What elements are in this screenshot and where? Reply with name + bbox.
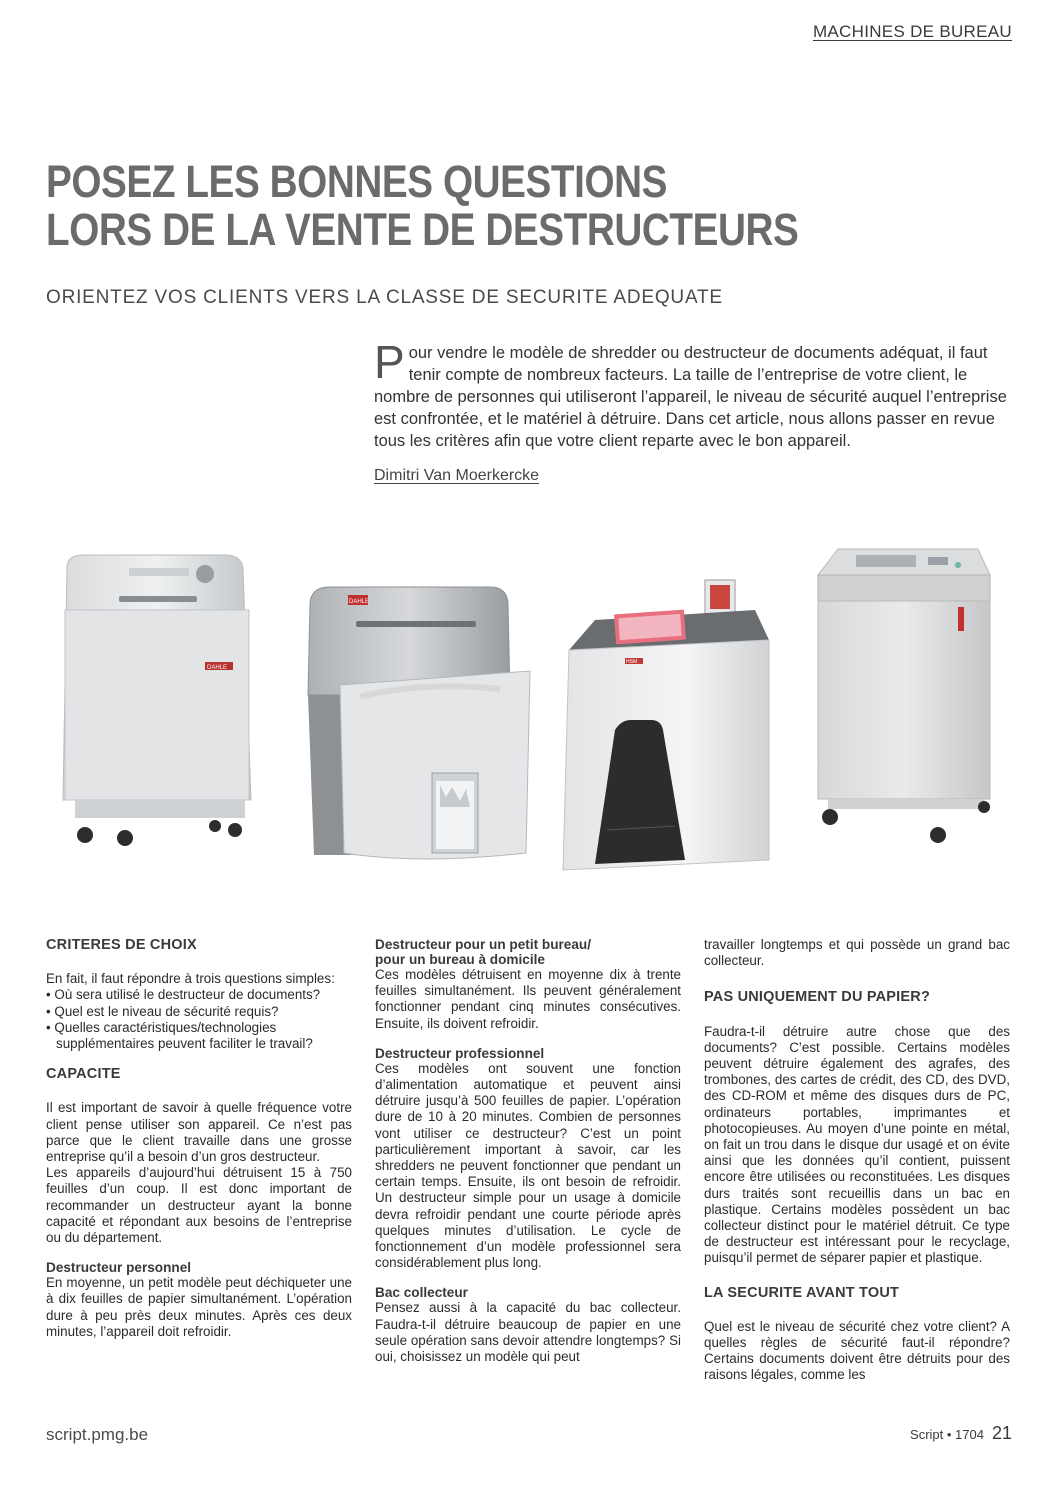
shredder-1-brand: DAHLE <box>207 665 228 671</box>
heading-bac: Bac collecteur <box>375 1285 468 1301</box>
article-subtitle: ORIENTEZ VOS CLIENTS VERS LA CLASSE DE SECURITE ADEQUATE <box>46 287 723 308</box>
author-byline: Dimitri Van Moerkercke <box>374 467 540 484</box>
footer-page-info <box>910 1423 1012 1444</box>
shredder-image-4 <box>808 545 998 845</box>
paragraph-professionnel: Ces modèles ont souvent une fonction d’alimentation automatique et peuvent ainsi détruire jusqu’à 500 feuilles de papier. L’opération dure de 10 à 20 minutes. Combien de personnes vont utiliser ce destructeur? C’est un point particulièrement important à savoir, car les shredders ne peuvent fonctionner que pendant un certain temps. Ensuite, ils ont besoin de refroidir. Un destructeur simple pour un usage à domicile devra refroidir pendant une courte période après quelques minutes d’utilisation. Le cycle de fonctionnement d’un modèle professionnel sera considérablement plus long. <box>375 1060 681 1271</box>
heading-capacite: CAPACITE <box>46 1066 121 1083</box>
lead-paragraph <box>374 336 1014 452</box>
paragraph-securite: Quel est le niveau de sécurité chez votre client? A quelles règles de sécurité faut-il répondre? Certains documents doivent être détruits pour des raisons légales, comme les <box>704 1318 1010 1383</box>
section-label: MACHINES DE BUREAU <box>812 22 1012 41</box>
article-title-line-2: LORS DE LA VENTE DE DESTRUCTEURS <box>46 204 799 255</box>
heading-professionnel: Destructeur professionnel <box>375 1045 545 1061</box>
article-title-line-1: POSEZ LES BONNES QUESTIONS <box>46 156 668 207</box>
criteria-list <box>46 987 352 1052</box>
heading-petit-bureau-1: Destructeur pour un petit bureau/ <box>375 937 592 952</box>
paragraph-petit-bureau: Ces modèles détruisent en moyenne dix à trente feuilles simultanément. Ils peuvent généralement fonctionner pendant cinq minutes consécutives. Ensuite, ils doivent refroidir. <box>375 967 681 1031</box>
heading-securite: LA SECURITE AVANT TOUT <box>704 1284 900 1301</box>
issue-label: Script • 1704 <box>910 1427 984 1442</box>
paragraph-capacite-2: Les appareils d’aujourd’hui détruisent 15 à 750 feuilles d’un coup. Il est donc important de recommander un destructeur ayant la bonne capacité et répondant aux besoins de l’entreprise ou du département. <box>46 1165 352 1246</box>
heading-personnel: Destructeur personnel <box>46 1260 192 1276</box>
shredder-image-2 <box>300 585 540 875</box>
page-number: 21 <box>991 1423 1012 1443</box>
drop-cap: P <box>374 336 405 388</box>
lead-text: our vendre le modèle de shredder ou destructeur de documents adéquat, il faut tenir compte de nombreux facteurs. La taille de l’entreprise de votre client, le nombre de personnes qui utiliseront l’appareil, le niveau de sécurité auquel l’entreprise est confrontée, et le matériel à détruire. Dans cet article, nous allons passer en revue tous les critères afin que votre client reparte avec le bon appareil. <box>374 344 1007 450</box>
column-1 <box>46 937 352 1340</box>
article-title <box>46 158 872 254</box>
paragraph-personnel: En moyenne, un petit modèle peut déchiqueter une à dix feuilles de papier simultanément. L’opération dure à peu près deux minutes. Après ces deux minutes, l’appareil doit refroidir. <box>46 1275 352 1339</box>
heading-papier: PAS UNIQUEMENT DU PAPIER? <box>704 989 931 1006</box>
paragraph-capacite-1: Il est important de savoir à quelle fréquence votre client pense utiliser son appareil. Ce n’est pas parce que le client travaille dans une grosse entreprise qu’il a besoin d’un gros destructeur. <box>46 1100 352 1165</box>
heading-petit-bureau-2: pour un bureau à domicile <box>375 952 545 967</box>
footer-website-link[interactable]: script.pmg.be <box>46 1425 149 1444</box>
column-2 <box>375 937 681 1365</box>
shredder-3-brand: HSM <box>626 659 638 665</box>
column-3 <box>704 937 1010 1384</box>
heading-criteres: CRITERES DE CHOIX <box>46 937 197 953</box>
shredder-2-brand: DAHLE <box>349 599 370 605</box>
article-body <box>46 937 1014 1417</box>
paragraph-papier: Faudra-t-il détruire autre chose que des documents? C’est possible. Certains modèles peuvent détruire également des agrafes, des trombones, des cartes de crédit, des CD, des DVD, des CD-ROM et même des disques durs de PC, ordinateurs portables, imprimantes et photocopieuses. Au moyen d’une pointe en métal, on fait un trou dans le disque dur usagé et on évite ainsi que les données qu’il contient, puissent encore être utilisées ou reconstituées. Les disques durs traités sont recueillis dans un bac en plastique. Certains modèles possèdent un bac collecteur distinct pour le matériel détruit. Ce type de destructeur est intéressant pour le recyclage, puisqu’il permet de séparer papier et plastique. <box>704 1023 1010 1266</box>
list-item: • Quel est le niveau de sécurité requis? <box>46 1003 279 1019</box>
list-item: • Quelles caractéristiques/technologies supplémentaires peuvent faciliter le travail? <box>46 1019 313 1052</box>
paragraph-continued: travailler longtemps et qui possède un grand bac collecteur. <box>704 937 1010 969</box>
product-photos <box>0 530 1058 900</box>
shredder-image-3 <box>555 570 780 880</box>
list-item: • Où sera utilisé le destructeur de documents? <box>46 987 321 1003</box>
shredder-image-1 <box>55 550 265 850</box>
paragraph-criteres: En fait, il faut répondre à trois questions simples: <box>46 971 335 987</box>
paragraph-bac: Pensez aussi à la capacité du bac collecteur. Faudra-t-il détruire beaucoup de papier en une seule opération sans devoir attendre longtemps? Si oui, choisissez un modèle qui peut <box>375 1300 681 1365</box>
